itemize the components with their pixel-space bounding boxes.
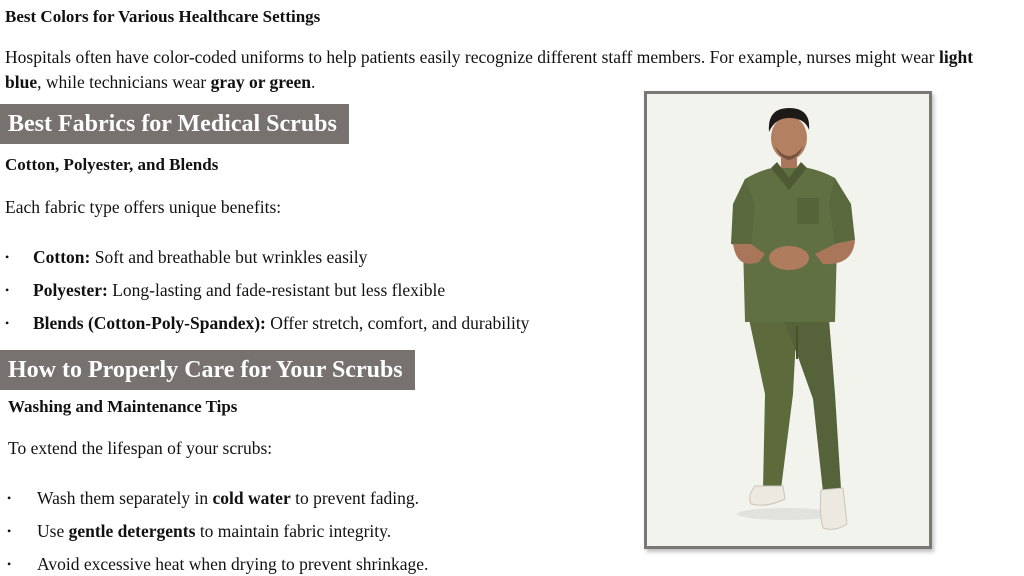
care-banner: How to Properly Care for Your Scrubs <box>0 350 415 390</box>
fabrics-subheading: Cotton, Polyester, and Blends <box>5 155 219 174</box>
fabric-list-item <box>0 279 620 301</box>
colors-bold-light-blue: light blue <box>5 47 974 92</box>
fabric-label: Polyester: <box>33 280 108 300</box>
colors-bold-gray-green: gray or green <box>210 72 312 92</box>
care-text-post: to maintain fabric integrity. <box>195 521 392 541</box>
care-text-post: to prevent fading. <box>290 488 420 508</box>
bullet-dot: • <box>7 557 12 571</box>
colors-paragraph <box>5 45 1005 95</box>
care-intro: To extend the lifespan of your scrubs: <box>8 438 273 458</box>
fabric-text: Long-lasting and fade-resistant but less flexible <box>107 280 446 300</box>
care-text-pre: Use <box>37 521 69 541</box>
colors-paragraph-part1: Hospitals often have color-coded uniforms to help patients easily recognize different staff members. For example, nurses might wear <box>5 47 940 67</box>
colors-paragraph-part2: , while technicians wear <box>37 72 211 92</box>
fabric-list-item <box>0 246 620 268</box>
fabrics-intro: Each fabric type offers unique benefits: <box>5 197 282 217</box>
care-text-pre: Wash them separately in <box>37 488 213 508</box>
scrubs-model-photo <box>644 91 932 549</box>
bullet-dot: • <box>7 524 12 538</box>
care-text-pre: Avoid excessive heat when drying to prevent shrinkage. <box>37 554 429 574</box>
bullet-dot: • <box>5 283 10 297</box>
care-list-item <box>0 520 620 542</box>
colors-heading: Best Colors for Various Healthcare Settings <box>5 7 321 26</box>
care-list-item <box>0 553 620 575</box>
fabric-label: Blends (Cotton-Poly-Spandex): <box>33 313 266 333</box>
fabrics-banner: Best Fabrics for Medical Scrubs <box>0 104 349 144</box>
colors-paragraph-part3: . <box>311 72 316 92</box>
fabric-text: Offer stretch, comfort, and durability <box>265 313 530 333</box>
fabric-text: Soft and breathable but wrinkles easily <box>90 247 368 267</box>
bullet-dot: • <box>7 491 12 505</box>
scrubs-model-illustration <box>647 94 929 546</box>
bullet-dot: • <box>5 250 10 264</box>
bullet-dot: • <box>5 316 10 330</box>
care-list-item <box>0 487 620 509</box>
care-text-bold: cold water <box>212 488 291 508</box>
care-subheading: Washing and Maintenance Tips <box>8 397 238 416</box>
care-text-bold: gentle detergents <box>68 521 196 541</box>
fabric-list-item <box>0 312 620 334</box>
fabric-label: Cotton: <box>33 247 91 267</box>
